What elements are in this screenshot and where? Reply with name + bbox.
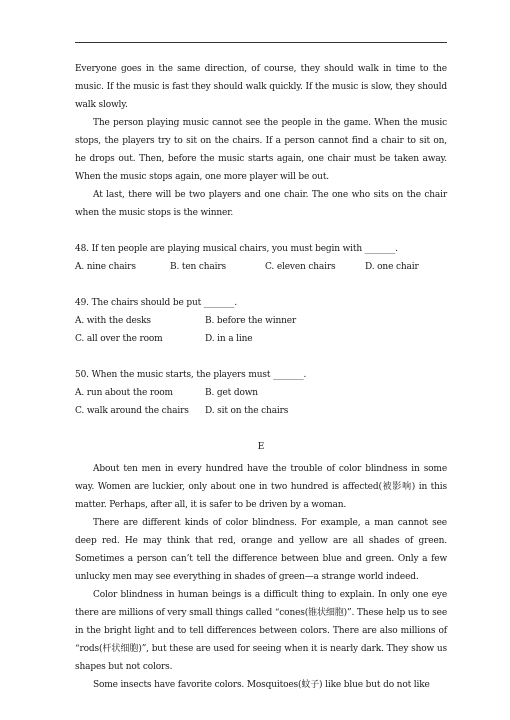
question-50-option-c: C. walk around the chairs [75, 406, 189, 416]
question-50-stem: 50. When the music starts, the players must _______. [75, 370, 307, 380]
question-50-option-d: D. sit on the chairs [205, 406, 289, 416]
question-48-option-c: C. eleven chairs [265, 262, 336, 272]
passage-d-paragraph-3: At last, there will be two players and one chair. The one who sits on the chair when the music stops is the winner. [75, 190, 447, 218]
question-49-option-d: D. in a line [205, 334, 253, 344]
passage-d-paragraph-2: The person playing music cannot see the people in the game. When the music stops, the players try to sit on the chairs. If a person cannot find a chair to sit on, he drops out. Then, before the music starts again, one chair must be taken away. When the music stops again, one more player will be out. [75, 118, 447, 182]
question-49-option-b: B. before the winner [205, 316, 297, 326]
question-48-stem: 48. If ten people are playing musical chairs, you must begin with _______. [75, 244, 398, 254]
passage-e-paragraph-1: About ten men in every hundred have the trouble of color blindness in some way. Women are luckier, only about one in two hundred is affected(被影响) in this matter. Perhaps, after all, it is safer to be driven by a woman. [75, 464, 447, 510]
passage-d-paragraph-1: Everyone goes in the same direction, of course, they should walk in time to the music. If the music is fast they should walk quickly. If the music is slow, they should walk slowly. [75, 64, 447, 110]
question-49-options [75, 312, 447, 348]
question-49 [75, 294, 447, 348]
passage-e-paragraph-3: Color blindness in human beings is a difficult thing to explain. In only one eye there are millions of very small things called “cones(锥状细胞)”. These help us to see in the bright light and to tell differences between colors. There are also millions of “rods(杆状细胞)”, but these are used for seeing when it is nearly dark. They show us shapes but not colors. [75, 590, 447, 672]
section-letter-e: E [257, 442, 265, 452]
question-48-options [75, 258, 447, 276]
question-48 [75, 240, 447, 276]
question-48-option-d: D. one chair [365, 262, 419, 272]
question-48-option-a: A. nine chairs [75, 262, 136, 272]
passage-d [75, 60, 447, 222]
question-50-options [75, 384, 447, 420]
question-49-option-a: A. with the desks [75, 316, 151, 326]
question-50-option-b: B. get down [205, 388, 258, 398]
passage-e-paragraph-2: There are different kinds of color blindness. For example, a man cannot see deep red. He may think that red, orange and yellow are all shades of green. Sometimes a person can’t tell the difference between blue and green. Only a few unlucky men may see everything in shades of green—a strange world indeed. [75, 518, 447, 582]
question-49-stem: 49. The chairs should be put _______. [75, 298, 237, 308]
page-content [75, 60, 447, 694]
question-50 [75, 366, 447, 420]
header-rule [75, 42, 447, 43]
passage-e [75, 460, 447, 694]
question-48-option-b: B. ten chairs [170, 262, 226, 272]
question-49-option-c: C. all over the room [75, 334, 163, 344]
passage-e-paragraph-4: Some insects have favorite colors. Mosquitoes(蚊子) like blue but do not like [93, 680, 430, 690]
question-50-option-a: A. run about the room [75, 388, 173, 398]
